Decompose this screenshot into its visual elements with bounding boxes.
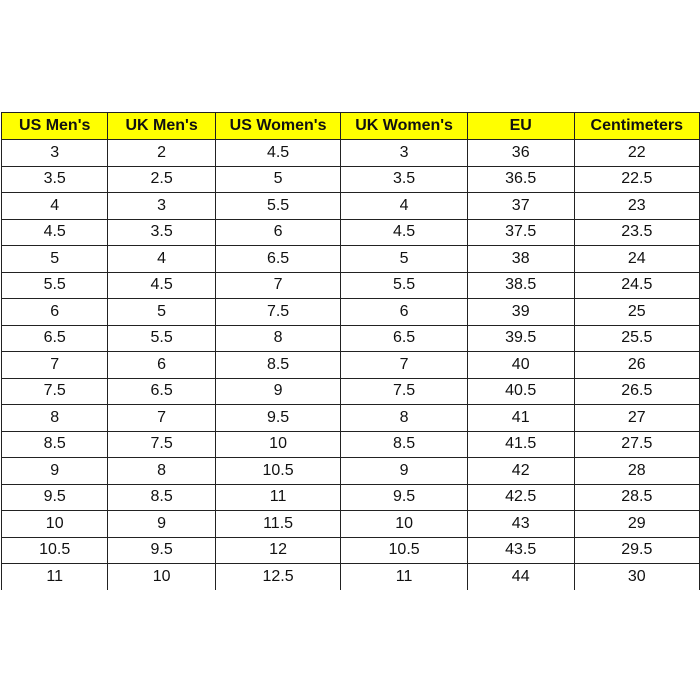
- cell-us-mens: 4: [2, 193, 108, 220]
- cell-centimeters: 22: [574, 140, 699, 167]
- header-us-womens: US Women's: [215, 113, 341, 140]
- cell-eu: 37: [467, 193, 574, 220]
- cell-us-womens: 6: [215, 219, 341, 246]
- cell-uk-womens: 6.5: [341, 325, 468, 352]
- header-eu: EU: [467, 113, 574, 140]
- cell-us-womens: 10.5: [215, 458, 341, 485]
- cell-us-mens: 8: [2, 405, 108, 432]
- cell-us-womens: 7: [215, 272, 341, 299]
- cell-us-mens: 6.5: [2, 325, 108, 352]
- cell-uk-mens: 5.5: [108, 325, 215, 352]
- header-uk-womens: UK Women's: [341, 113, 468, 140]
- cell-uk-mens: 7: [108, 405, 215, 432]
- cell-us-womens: 9.5: [215, 405, 341, 432]
- cell-eu: 40: [467, 352, 574, 379]
- cell-eu: 39.5: [467, 325, 574, 352]
- cell-uk-mens: 3: [108, 193, 215, 220]
- cell-us-womens: 8.5: [215, 352, 341, 379]
- cell-uk-womens: 5.5: [341, 272, 468, 299]
- header-row: [2, 113, 700, 140]
- cell-uk-womens: 7: [341, 352, 468, 379]
- cell-us-mens: 10: [2, 511, 108, 538]
- cell-us-womens: 10: [215, 431, 341, 458]
- cell-uk-mens: 6.5: [108, 378, 215, 405]
- cell-us-mens: 10.5: [2, 537, 108, 564]
- cell-centimeters: 28.5: [574, 484, 699, 511]
- cell-uk-womens: 5: [341, 246, 468, 273]
- cell-us-mens: 7.5: [2, 378, 108, 405]
- cell-eu: 42: [467, 458, 574, 485]
- table-row: [2, 299, 700, 326]
- table-row: [2, 537, 700, 564]
- table-row: [2, 511, 700, 538]
- cell-uk-mens: 2: [108, 140, 215, 167]
- table-row: [2, 140, 700, 167]
- cell-eu: 36.5: [467, 166, 574, 193]
- cell-eu: 39: [467, 299, 574, 326]
- table-row: [2, 431, 700, 458]
- cell-uk-mens: 8.5: [108, 484, 215, 511]
- cell-centimeters: 26.5: [574, 378, 699, 405]
- cell-centimeters: 27.5: [574, 431, 699, 458]
- cell-us-mens: 8.5: [2, 431, 108, 458]
- cell-eu: 38.5: [467, 272, 574, 299]
- table-row: [2, 272, 700, 299]
- cell-eu: 40.5: [467, 378, 574, 405]
- cell-centimeters: 24: [574, 246, 699, 273]
- cell-us-womens: 12: [215, 537, 341, 564]
- cell-us-mens: 5.5: [2, 272, 108, 299]
- table-row: [2, 564, 700, 591]
- cell-uk-womens: 10: [341, 511, 468, 538]
- cell-centimeters: 29: [574, 511, 699, 538]
- cell-uk-mens: 7.5: [108, 431, 215, 458]
- cell-uk-mens: 3.5: [108, 219, 215, 246]
- cell-us-mens: 3: [2, 140, 108, 167]
- size-conversion-table: [1, 112, 700, 590]
- cell-eu: 42.5: [467, 484, 574, 511]
- table-row: [2, 166, 700, 193]
- cell-us-womens: 4.5: [215, 140, 341, 167]
- cell-us-womens: 6.5: [215, 246, 341, 273]
- cell-us-womens: 11: [215, 484, 341, 511]
- cell-us-mens: 9: [2, 458, 108, 485]
- cell-uk-womens: 3.5: [341, 166, 468, 193]
- cell-centimeters: 28: [574, 458, 699, 485]
- cell-uk-womens: 6: [341, 299, 468, 326]
- table-row: [2, 325, 700, 352]
- cell-us-womens: 5: [215, 166, 341, 193]
- cell-centimeters: 25: [574, 299, 699, 326]
- cell-us-womens: 7.5: [215, 299, 341, 326]
- cell-uk-mens: 6: [108, 352, 215, 379]
- cell-uk-womens: 9.5: [341, 484, 468, 511]
- cell-uk-womens: 10.5: [341, 537, 468, 564]
- cell-us-womens: 5.5: [215, 193, 341, 220]
- cell-uk-mens: 2.5: [108, 166, 215, 193]
- cell-eu: 43.5: [467, 537, 574, 564]
- cell-uk-mens: 10: [108, 564, 215, 591]
- table-row: [2, 378, 700, 405]
- table-row: [2, 484, 700, 511]
- cell-eu: 41: [467, 405, 574, 432]
- cell-uk-mens: 9.5: [108, 537, 215, 564]
- cell-us-womens: 12.5: [215, 564, 341, 591]
- table-row: [2, 352, 700, 379]
- cell-us-womens: 9: [215, 378, 341, 405]
- header-us-mens: US Men's: [2, 113, 108, 140]
- cell-us-mens: 5: [2, 246, 108, 273]
- cell-centimeters: 25.5: [574, 325, 699, 352]
- cell-uk-mens: 4.5: [108, 272, 215, 299]
- cell-uk-womens: 11: [341, 564, 468, 591]
- cell-centimeters: 22.5: [574, 166, 699, 193]
- table-row: [2, 246, 700, 273]
- cell-uk-womens: 3: [341, 140, 468, 167]
- cell-us-mens: 7: [2, 352, 108, 379]
- cell-uk-mens: 4: [108, 246, 215, 273]
- cell-centimeters: 29.5: [574, 537, 699, 564]
- header-uk-mens: UK Men's: [108, 113, 215, 140]
- cell-eu: 43: [467, 511, 574, 538]
- cell-eu: 44: [467, 564, 574, 591]
- table-row: [2, 193, 700, 220]
- cell-uk-womens: 4: [341, 193, 468, 220]
- cell-centimeters: 23.5: [574, 219, 699, 246]
- cell-uk-womens: 8.5: [341, 431, 468, 458]
- cell-centimeters: 23: [574, 193, 699, 220]
- header-centimeters: Centimeters: [574, 113, 699, 140]
- table-row: [2, 458, 700, 485]
- cell-us-mens: 4.5: [2, 219, 108, 246]
- cell-uk-mens: 8: [108, 458, 215, 485]
- cell-eu: 37.5: [467, 219, 574, 246]
- table-row: [2, 405, 700, 432]
- cell-eu: 36: [467, 140, 574, 167]
- cell-centimeters: 27: [574, 405, 699, 432]
- cell-us-womens: 8: [215, 325, 341, 352]
- cell-us-mens: 3.5: [2, 166, 108, 193]
- cell-us-womens: 11.5: [215, 511, 341, 538]
- cell-eu: 41.5: [467, 431, 574, 458]
- cell-us-mens: 6: [2, 299, 108, 326]
- cell-uk-mens: 9: [108, 511, 215, 538]
- cell-uk-womens: 8: [341, 405, 468, 432]
- table-row: [2, 219, 700, 246]
- table-body: [2, 140, 700, 591]
- cell-centimeters: 24.5: [574, 272, 699, 299]
- cell-centimeters: 30: [574, 564, 699, 591]
- cell-us-mens: 9.5: [2, 484, 108, 511]
- cell-eu: 38: [467, 246, 574, 273]
- cell-centimeters: 26: [574, 352, 699, 379]
- cell-uk-mens: 5: [108, 299, 215, 326]
- cell-uk-womens: 4.5: [341, 219, 468, 246]
- cell-uk-womens: 7.5: [341, 378, 468, 405]
- cell-us-mens: 11: [2, 564, 108, 591]
- cell-uk-womens: 9: [341, 458, 468, 485]
